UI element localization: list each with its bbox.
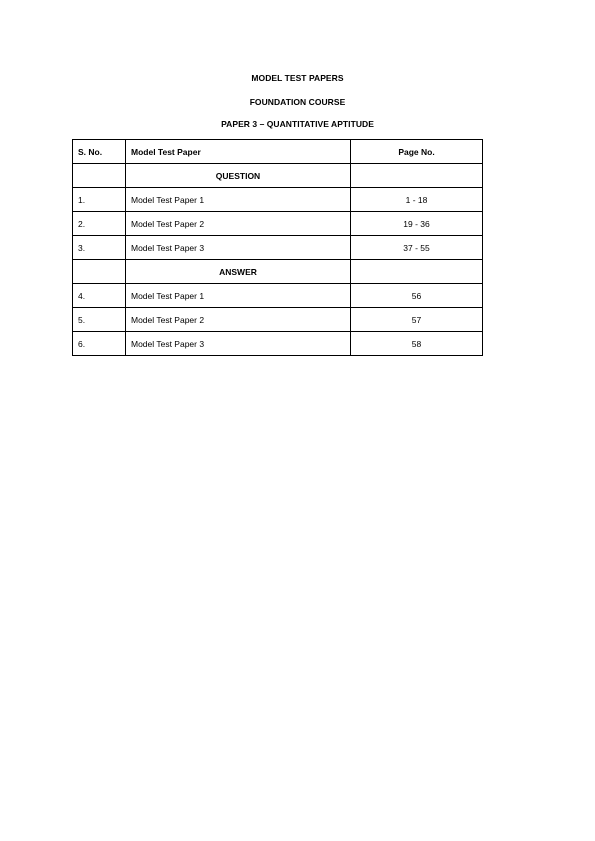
row-paper: Model Test Paper 1 [126,284,351,308]
table-header-row [73,140,483,164]
row-page: 56 [351,284,483,308]
row-sno: 2. [73,212,126,236]
row-page: 57 [351,308,483,332]
row-paper: Model Test Paper 3 [126,332,351,356]
table-row [73,308,483,332]
table-row [73,212,483,236]
row-page: 58 [351,332,483,356]
row-sno: 1. [73,188,126,212]
row-paper: Model Test Paper 2 [126,308,351,332]
row-sno: 5. [73,308,126,332]
table-row [73,332,483,356]
section-label: ANSWER [126,260,351,284]
section-row-answer [73,260,483,284]
row-page: 37 - 55 [351,236,483,260]
row-page: 1 - 18 [351,188,483,212]
course-title: FOUNDATION COURSE [249,97,346,107]
document-title: MODEL TEST PAPERS [251,73,344,83]
row-sno: 6. [73,332,126,356]
table-row [73,188,483,212]
header-sno: S. No. [73,140,126,164]
section-label: QUESTION [126,164,351,188]
paper-title: PAPER 3 – QUANTITATIVE APTITUDE [221,119,374,129]
row-paper: Model Test Paper 1 [126,188,351,212]
header-model-test-paper: Model Test Paper [126,140,351,164]
row-paper: Model Test Paper 3 [126,236,351,260]
row-sno: 4. [73,284,126,308]
table-row [73,284,483,308]
row-sno: 3. [73,236,126,260]
contents-table [72,139,483,356]
header-page-no: Page No. [351,140,483,164]
row-paper: Model Test Paper 2 [126,212,351,236]
row-page: 19 - 36 [351,212,483,236]
table-row [73,236,483,260]
section-row-question [73,164,483,188]
